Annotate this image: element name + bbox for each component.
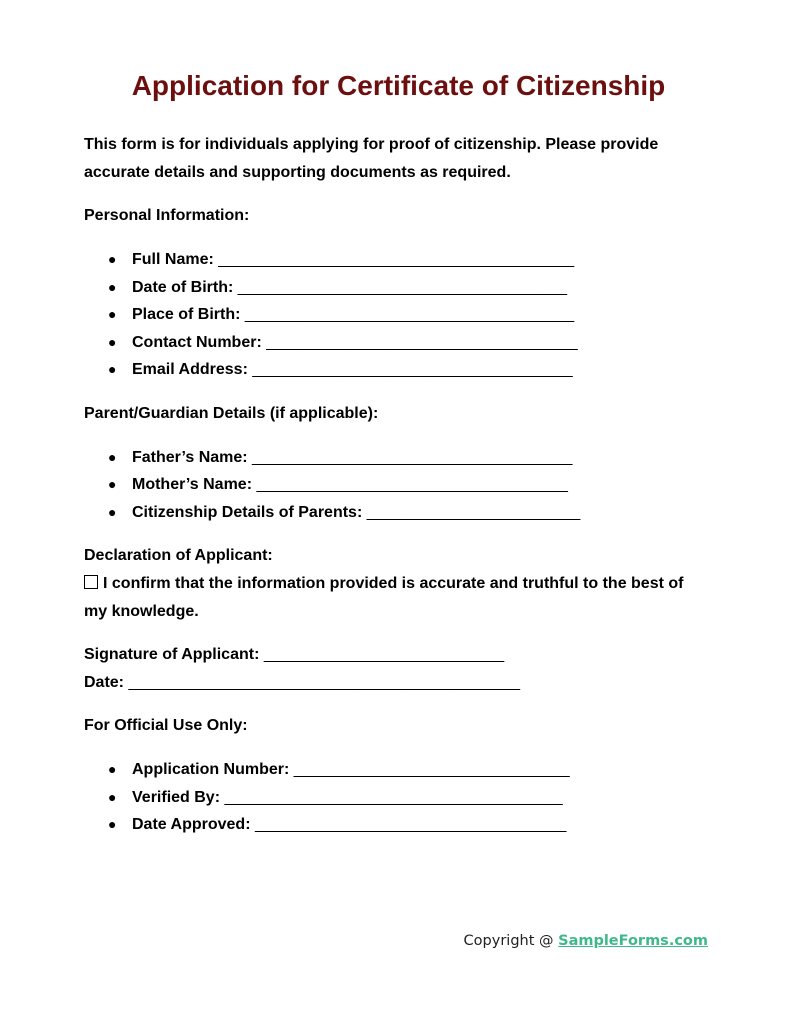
declaration-statement xyxy=(84,570,704,626)
field-verified-by[interactable]: ● Verified By: ______________________________________ xyxy=(84,784,704,812)
personal-fields xyxy=(84,246,704,384)
bullet-icon: ● xyxy=(108,816,117,832)
personal-heading: Personal Information: xyxy=(84,207,250,224)
field-place-of-birth[interactable]: ● Place of Birth: _____________________________________ xyxy=(84,301,704,329)
blank-line[interactable]: _____________________________________ xyxy=(237,278,568,296)
blank-line[interactable]: ___________________________________ xyxy=(254,816,567,833)
bullet-icon: ● xyxy=(108,503,117,520)
blank-line[interactable]: ___________________________________ xyxy=(256,476,568,493)
blank-line[interactable]: _______________________________ xyxy=(293,761,570,778)
field-contact-number[interactable]: ● Contact Number: ___________________________________ xyxy=(84,329,704,357)
bullet-icon: ● xyxy=(108,788,117,805)
field-father-name[interactable]: ● Father’s Name: ____________________________________ xyxy=(84,444,704,472)
parent-fields xyxy=(84,444,704,527)
field-date-approved[interactable]: ● Date Approved: ___________________________________ xyxy=(84,811,704,839)
bullet-icon: ● xyxy=(108,448,117,465)
blank-line[interactable]: ________________________________________ xyxy=(218,251,575,268)
signature-blank[interactable]: ___________________________ xyxy=(263,646,505,663)
checkbox-icon[interactable] xyxy=(84,575,98,589)
blank-line[interactable]: ______________________________________ xyxy=(224,788,563,806)
field-parent-citizenship[interactable]: ● Citizenship Details of Parents: ________________________ xyxy=(84,499,704,527)
blank-line[interactable]: ________________________ xyxy=(366,503,581,521)
date-line: Date: ____________________________________________ xyxy=(84,674,520,691)
bullet-icon: ● xyxy=(108,761,117,777)
bullet-icon: ● xyxy=(108,306,117,322)
field-full-name[interactable]: ● Full Name: ________________________________________ xyxy=(84,246,704,274)
date-blank[interactable]: ____________________________________________ xyxy=(128,674,520,691)
bullet-icon: ● xyxy=(108,476,117,492)
bullet-icon: ● xyxy=(108,361,117,377)
declaration-text: I confirm that the information provided is accurate and truthful to the best of my knowledge. xyxy=(84,575,684,620)
page-title: Application for Certificate of Citizenship xyxy=(131,70,666,101)
parent-heading: Parent/Guardian Details (if applicable): xyxy=(84,404,379,422)
field-mother-name[interactable]: ● Mother’s Name: ___________________________________ xyxy=(84,471,704,499)
form-body xyxy=(84,131,704,839)
sampleforms-link[interactable]: SampleForms.com xyxy=(558,933,708,949)
copyright-footer: Copyright @ SampleForms.com xyxy=(463,933,708,949)
bullet-icon: ● xyxy=(108,251,117,267)
field-email-address[interactable]: ● Email Address: ____________________________________ xyxy=(84,356,704,384)
bullet-icon: ● xyxy=(108,333,117,350)
field-application-number[interactable]: ● Application Number: _______________________________ xyxy=(84,756,704,784)
bullet-icon: ● xyxy=(108,278,117,295)
blank-line[interactable]: ____________________________________ xyxy=(252,361,573,378)
official-fields xyxy=(84,756,704,839)
declaration-heading: Declaration of Applicant: xyxy=(84,547,273,564)
blank-line[interactable]: ____________________________________ xyxy=(252,448,573,466)
intro-text: This form is for individuals applying for proof of citizenship. Please provide accurate details and supporting documents as required. xyxy=(84,136,659,181)
blank-line[interactable]: _____________________________________ xyxy=(244,306,575,323)
signature-line: Signature of Applicant: ___________________________ xyxy=(84,646,505,663)
official-heading: For Official Use Only: xyxy=(84,717,248,734)
field-date-of-birth[interactable]: ● Date of Birth: _____________________________________ xyxy=(84,274,704,302)
blank-line[interactable]: ___________________________________ xyxy=(266,333,578,351)
